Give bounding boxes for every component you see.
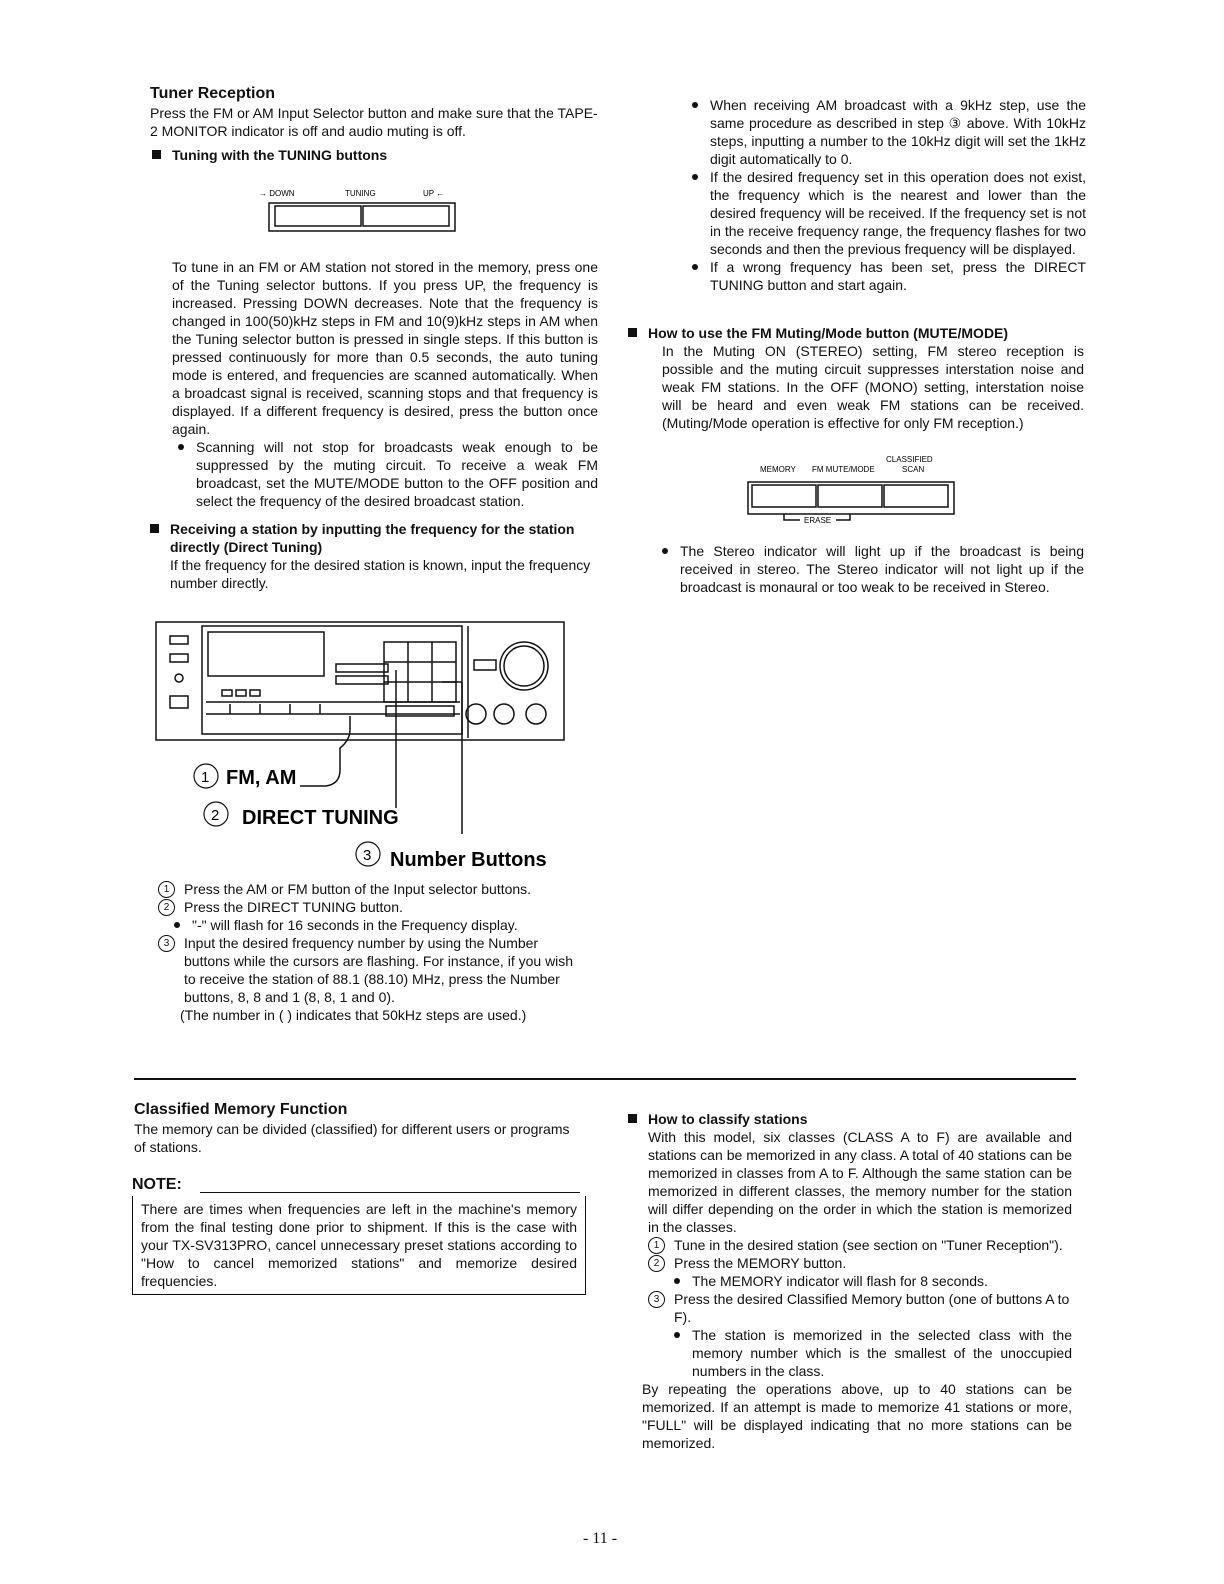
note-label: NOTE:	[132, 1176, 182, 1193]
page-number: - 11 -	[582, 1530, 618, 1547]
tuner-section	[150, 84, 600, 164]
classify-heading: How to classify stations	[626, 1110, 1072, 1128]
tuner-intro: Press the FM or AM Input Selector button and make sure that the TAPE-2 MONITOR indicator is off and audio muting is off.	[150, 105, 598, 139]
step-3-note: (The number in ( ) indicates that 50kHz steps are used.)	[180, 1007, 527, 1023]
note-9khz: When receiving AM broadcast with a 9kHz step, use the same procedure as described in step ③ above. With 10kHz steps, inputting a number to the 10kHz digit will set the 1kHz digit automatically to 0.	[686, 96, 1086, 168]
mute-body: In the Muting ON (STEREO) setting, FM stereo reception is possible and the muting circuit suppresses interstation noise and weak FM stations. In the OFF (MONO) setting, interstation noise will be heard and even weak FM stations can be received. (Muting/Mode operation is effective for only FM reception.)	[662, 343, 1084, 431]
fm-mute-button-illustration	[818, 485, 882, 507]
down-button-illustration	[275, 206, 361, 226]
note-rule	[200, 1192, 580, 1193]
classify-step-3: 3 Press the desired Classified Memory button (one of buttons A to F).	[648, 1290, 1072, 1326]
tuning-body: To tune in an FM or AM station not stored in the memory, press one of the Tuning selector buttons. If you press UP, the frequency is increased. Pressing DOWN decreases. Note that the frequency is changed in 100(50)kHz steps in FM and 10(9)kHz steps in AM when the Tuning selector button is pressed in single steps. If this button is pressed continuously for more than 0.5 seconds, the auto tuning mode is entered, and frequencies are scanned automatically. When a broadcast signal is received, scanning stops and that frequency is displayed. If a different frequency is desired, press the button once again.	[172, 259, 598, 437]
classify-end: By repeating the operations above, up to 40 stations can be memorized. If an attempt is made to memorize 41 stations or more, "FULL" will be displayed indicating that no more stations can be memorized.	[642, 1381, 1072, 1451]
classify-step-2-note: The MEMORY indicator will flash for 8 seconds.	[668, 1272, 1072, 1290]
frequency-display	[208, 632, 324, 676]
step-1: 1 Press the AM or FM button of the Input selector buttons.	[158, 880, 582, 898]
note-wrong-frequency: If a wrong frequency has been set, press the DIRECT TUNING button and start again.	[686, 258, 1086, 294]
mute-mode-section	[626, 324, 1084, 432]
number-buttons-illustration	[384, 642, 456, 702]
fig-scan-label: SCAN	[902, 465, 925, 474]
classified-title: Classified Memory Function	[134, 1101, 348, 1118]
direct-body: If the frequency for the desired station is known, input the frequency number directly.	[170, 557, 591, 591]
step-2-note: "-" will flash for 16 seconds in the Frequency display.	[168, 916, 582, 934]
classified-memory-section	[134, 1100, 584, 1156]
tuner-title: Tuner Reception	[150, 85, 276, 102]
fig-classified-label: CLASSIFIED	[886, 455, 933, 464]
classify-body: With this model, six classes (CLASS A to F) are available and stations can be memorized in any class. A total of 40 stations can be memorized in classes from A to F. Although the same station can be memorized in different classes, the memory number for the station will differ depending on the order in which the station is memorized in the classes.	[648, 1129, 1072, 1235]
classify-step-2: 2 Press the MEMORY button.	[648, 1254, 1072, 1272]
note-box	[132, 1196, 586, 1295]
up-label: UP ←	[423, 189, 445, 198]
note-body: There are times when frequencies are left in the machine's memory from the final testing done prior to shipment. If this is the case with your TX-SV313PRO, cancel unnecessary preset stations according to "How to cancel memorized stations" and memorize desired frequencies.	[141, 1201, 577, 1289]
tuning-text	[172, 258, 598, 510]
diagram-label-fm-am: FM, AM	[226, 767, 297, 789]
tuning-buttons-figure	[255, 186, 465, 234]
diagram-num-2: 2	[211, 807, 220, 824]
stereo-note: The Stereo indicator will light up if the broadcast is being received in stereo. The Stereo indicator will not light up if the broadcast is monaural or too weak to be received in Stereo.	[656, 542, 1084, 596]
volume-knob	[500, 642, 548, 690]
up-button-illustration	[363, 206, 449, 226]
fig-fm-mute-label: FM MUTE/MODE	[812, 465, 875, 474]
memory-buttons-figure	[744, 452, 964, 526]
direct-heading: Receiving a station by inputting the frequency for the station directly (Direct Tuning)	[148, 520, 600, 556]
mute-heading: How to use the FM Muting/Mode button (MUTE/MODE)	[626, 324, 1084, 342]
step-3: 3 Input the desired frequency number by using the Number buttons while the cursors are flashing. For instance, if you wish to receive the station of 88.1 (88.10) MHz, press the Number buttons, 8, 8 and 1 (8, 8, 1 and 0).	[158, 934, 582, 1006]
diagram-label-direct-tuning: DIRECT TUNING	[242, 807, 399, 829]
memory-button-illustration	[752, 485, 816, 507]
classified-intro: The memory can be divided (classified) for different users or programs of stations.	[134, 1121, 570, 1155]
tuning-heading: Tuning with the TUNING buttons	[150, 146, 600, 164]
down-label: → DOWN	[259, 189, 295, 198]
receiver-diagram	[150, 618, 590, 880]
step-2: 2 Press the DIRECT TUNING button.	[158, 898, 582, 916]
tuning-label: TUNING	[345, 189, 376, 198]
classify-step-3-note: The station is memorized in the selected class with the memory number which is the smallest of the unoccupied numbers in the class.	[668, 1326, 1072, 1380]
diagram-num-1: 1	[201, 769, 210, 786]
direct-tuning-steps	[158, 880, 582, 1024]
stereo-note-block	[656, 542, 1084, 596]
diagram-num-3: 3	[363, 847, 372, 864]
direct-tuning-notes	[686, 96, 1086, 294]
classify-step-1: 1 Tune in the desired station (see section on "Tuner Reception").	[648, 1236, 1072, 1254]
how-to-classify-section	[626, 1110, 1072, 1452]
section-divider	[134, 1078, 1076, 1080]
fig-memory-label: MEMORY	[760, 465, 796, 474]
diagram-label-number-buttons: Number Buttons	[390, 849, 547, 871]
direct-tuning-section	[148, 520, 600, 592]
note-nonexistent-frequency: If the desired frequency set in this operation does not exist, the frequency which is the nearest and lower than the desired frequency will be received. If the frequency set is not in the receive frequency range, the frequency flashes for two seconds and then the previous frequency will be displayed.	[686, 168, 1086, 258]
scanning-note: Scanning will not stop for broadcasts weak enough to be suppressed by the muting circuit. To receive a weak FM broadcast, set the MUTE/MODE button to the OFF position and select the frequency of the desired broadcast station.	[172, 438, 598, 510]
fig-erase-label: ERASE	[804, 516, 832, 525]
scan-button-illustration	[884, 485, 948, 507]
